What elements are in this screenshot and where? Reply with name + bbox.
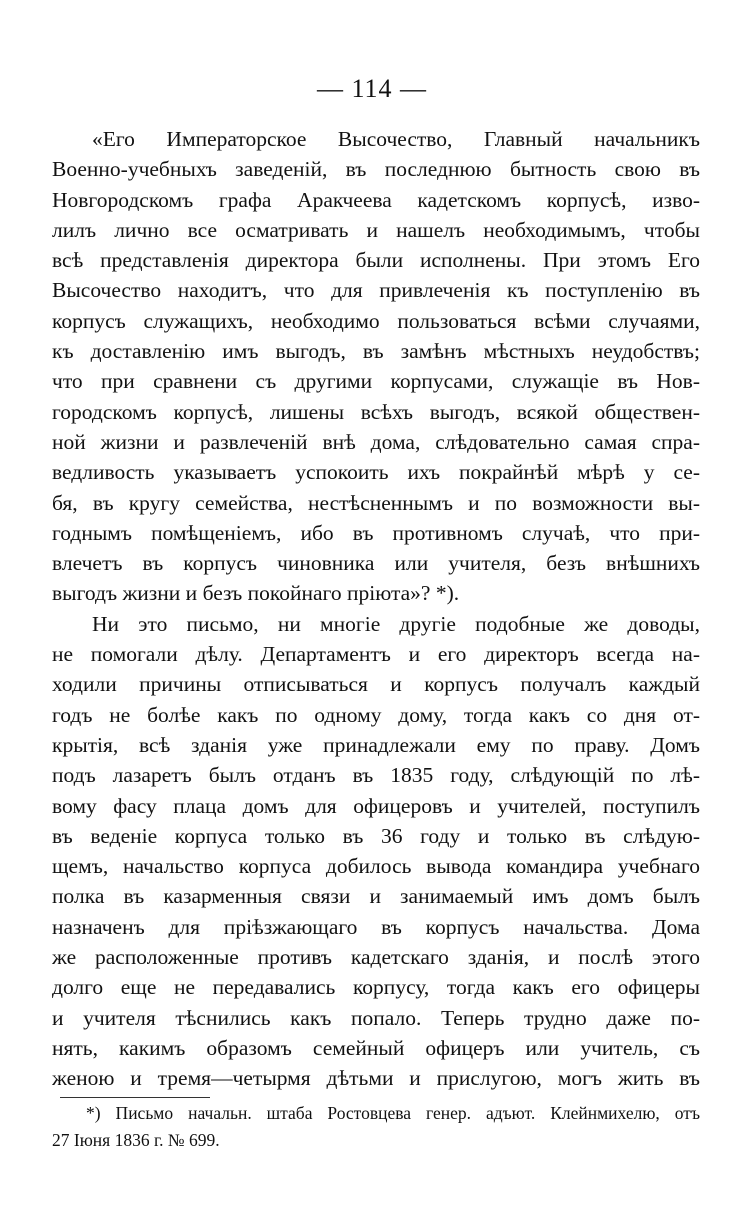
page-number: — 114 —	[316, 74, 428, 103]
text-line: вому фасу плаца домъ для офицеровъ и учителей, поступилъ	[52, 793, 700, 818]
text-line: щемъ, начальство корпуса добилось вывода командира учебнаго	[52, 854, 700, 879]
footnote-line: 27 Іюня 1836 г. № 699.	[52, 1130, 220, 1150]
text-line: ведливость указываетъ успокоить ихъ покрайнѣй мѣрѣ у се-	[52, 460, 700, 485]
text-line: выгодъ жизни и безъ покойнаго пріюта»? *).	[52, 581, 460, 606]
text-line: полка въ казарменныя связи и занимаемый имъ домъ былъ	[52, 884, 700, 909]
text-line: лилъ лично все осматривать и нашелъ необходимымъ, чтобы	[52, 217, 700, 242]
text-line: Высочество находитъ, что для привлеченія къ поступленію въ	[52, 278, 700, 303]
text-line: годнымъ помѣщеніемъ, ибо въ противномъ случаѣ, что при-	[52, 520, 700, 545]
text-line: Новгородскомъ графа Аракчеева кадетскомъ корпусѣ, изво-	[52, 187, 700, 212]
text-line: ходили причины отписываться и корпусъ получалъ каждый	[52, 672, 700, 697]
text-line: ной жизни и развлеченій внѣ дома, слѣдовательно самая спра-	[52, 429, 700, 454]
text-line: Ни это письмо, ни многіе другіе подобные же доводы,	[92, 611, 700, 636]
footnote-line: *) Письмо начальн. штаба Ростовцева генер. адъют. Клейнмихелю, отъ	[86, 1103, 700, 1123]
text-line: къ доставленію имъ выгодъ, въ замѣнъ мѣстныхъ неудобствъ;	[52, 339, 700, 364]
text-line: нять, какимъ образомъ семейный офицеръ или учитель, съ	[52, 1035, 700, 1060]
text-line: подъ лазаретъ былъ отданъ въ 1835 году, слѣдующій по лѣ-	[52, 763, 700, 788]
paragraph-1	[52, 124, 700, 609]
text-line: долго еще не передавались корпусу, тогда какъ его офицеры	[52, 975, 700, 1000]
text-line: женою и тремя—четырмя дѣтьми и прислугою, могъ жить въ	[52, 1066, 700, 1091]
text-line: крытія, всѣ зданія уже принадлежали ему по праву. Домъ	[52, 732, 700, 757]
text-line: годъ не болѣе какъ по одному дому, тогда какъ со дня от-	[52, 702, 700, 727]
text-line: бя, въ кругу семейства, нестѣсненнымъ и по возможности вы-	[52, 490, 700, 515]
paragraph-2	[52, 609, 700, 1094]
footnote	[52, 1100, 700, 1154]
text-line: городскомъ корпусѣ, лишены всѣхъ выгодъ, всякой обществен-	[52, 399, 700, 424]
text-line: корпусъ служащихъ, необходимо пользоваться всѣми случаями,	[52, 308, 700, 333]
text-line: въ веденіе корпуса только въ 36 году и только въ слѣдую-	[52, 823, 700, 848]
text-line: не помогали дѣлу. Департаментъ и его директоръ всегда на-	[52, 642, 700, 667]
text-line: влечетъ въ корпусъ чиновника или учителя, безъ внѣшнихъ	[52, 551, 700, 576]
text-line: Военно-учебныхъ заведеній, въ последнюю бытность свою въ	[52, 157, 700, 182]
text-line: всѣ представленія директора были исполнены. При этомъ Его	[52, 248, 700, 273]
text-line: назначенъ для пріѣзжающаго въ корпусъ начальства. Дома	[52, 914, 700, 939]
text-line: же расположенные противъ кадетскаго зданія, и послѣ этого	[52, 945, 700, 970]
text-line: и учителя тѣснились какъ попало. Теперь трудно даже по-	[52, 1005, 700, 1030]
text-line: «Его Императорское Высочество, Главный начальникъ	[92, 127, 700, 151]
text-line: что при сравнени съ другими корпусами, служащіе въ Нов-	[52, 369, 700, 394]
body-text	[52, 124, 700, 1094]
footnote-rule	[60, 1097, 210, 1098]
